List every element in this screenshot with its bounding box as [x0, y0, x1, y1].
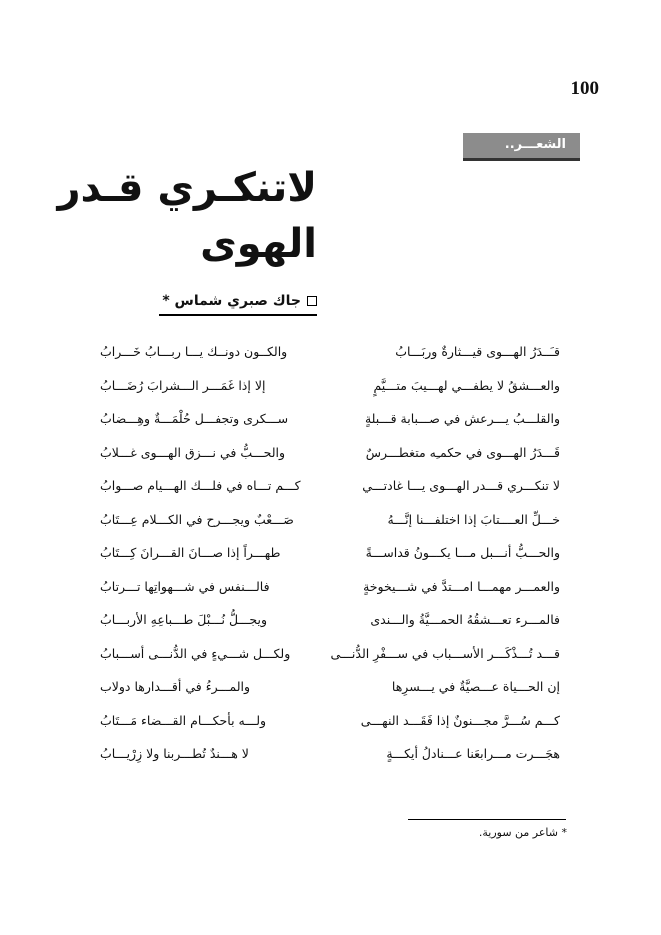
poem-verses: [100, 344, 560, 780]
verse-line: [100, 612, 560, 646]
section-label-tag: [463, 133, 580, 161]
poem-title-line-2: الهوى: [200, 221, 317, 267]
verse-first-hemistich: قَـــدَرُ الهـــوى في حكمـِه متغطـــرسٌ: [365, 444, 560, 460]
verse-second-hemistich: والكــون دونــك يـــا ربـــابُ خَـــرابُ: [100, 344, 288, 359]
verse-first-hemistich: قـَــدَرُ الهـــوى قيـــثارةٌ وربَـــابُ: [395, 344, 560, 359]
verse-first-hemistich: والقلـــبُ يـــرعش في صـــبابة قـــبلةٍ: [364, 411, 560, 426]
verse-first-hemistich: والحـــبُّ أنـــبل مـــا يكـــونُ قداســـةً: [365, 545, 560, 560]
verse-first-hemistich: كـــم سُـــرَّ مجـــنونٌ إذا فَقَـــد النهـــى: [360, 712, 560, 728]
author-byline: [159, 293, 317, 316]
page-number: 100: [570, 78, 599, 99]
verse-first-hemistich: هجَـــرت مـــرابعَنا عـــنادلُ أيكـــةٍ: [386, 746, 560, 761]
square-bullet-icon: [307, 296, 317, 306]
verse-second-hemistich: ويجـــلُّ نُـــبْلَ طـــباعِهِ الأربـــابُ: [100, 612, 268, 627]
footnote: * شاعر من سورية.: [478, 826, 567, 839]
verse-first-hemistich: لا تنكـــري قـــدر الهـــوى يـــا غادتـــي: [362, 478, 560, 493]
verse-line: [100, 344, 560, 378]
footnote-divider: [408, 819, 566, 820]
verse-second-hemistich: كـــم تـــاه في فلـــك الهـــيام صـــوابُ: [100, 478, 301, 493]
verse-second-hemistich: ولكـــل شـــيءٍ في الدُّنـــى أســـبابُ: [100, 645, 291, 661]
verse-second-hemistich: والحـــبُّ في نـــزق الهـــوى غـــلابُ: [100, 444, 286, 460]
verse-line: [100, 646, 560, 680]
verse-line: [100, 746, 560, 780]
verse-first-hemistich: قـــد تُـــذْكَـــر الأســـباب في ســـفْرِ الدُّنـــى: [330, 645, 560, 661]
verse-line: [100, 445, 560, 479]
verse-second-hemistich: والمـــرءُ في أقـــدارها دولاب: [100, 679, 251, 694]
verse-first-hemistich: خـــلِّ العــــتابَ إذا اختلفـــنا إنَّـــهُ: [387, 511, 560, 527]
verse-second-hemistich: إلا إذا غَمَـــر الـــشرابَ رُضَـــابُ: [100, 377, 266, 393]
verse-second-hemistich: ســـكرى وتجفـــل حُلْمَـــةٌ وهِـــضابُ: [100, 411, 289, 426]
verse-second-hemistich: ولـــه بأحكـــام القـــضاء مَـــتَابُ: [100, 712, 267, 728]
author-name: جاك صبري شماس *: [162, 293, 301, 309]
verse-first-hemistich: فالمـــرء تعـــشقُهُ الحمـــيَّةُ والـــندى: [370, 612, 560, 627]
verse-line: [100, 679, 560, 713]
verse-line: [100, 579, 560, 613]
verse-second-hemistich: فالـــنفس في شـــهواتِها تـــرتابُ: [100, 578, 270, 594]
verse-first-hemistich: والعمـــر مهمـــا امـــتدَّ في شـــيخوخةٍ: [363, 578, 560, 594]
verse-line: [100, 713, 560, 747]
verse-line: [100, 545, 560, 579]
verse-second-hemistich: طهـــراً إذا صـــانَ القـــرانَ كِـــتَابُ: [100, 545, 281, 560]
verse-line: [100, 378, 560, 412]
verse-first-hemistich: إن الحـــياة عـــصيَّةٌ في يـــسرِها: [391, 679, 560, 694]
verse-line: [100, 478, 560, 512]
section-label: الشعـــر..: [504, 137, 566, 152]
verse-line: [100, 512, 560, 546]
verse-second-hemistich: صَـــعْبٌ ويجـــرح في الكـــلام عِـــتَابُ: [100, 511, 294, 527]
poem-title-line-1: لاتنكـري قـدر: [57, 165, 317, 211]
verse-first-hemistich: والعـــشقُ لا يطفـــي لهـــيبَ متـــيَّمٍ: [373, 377, 560, 393]
verse-second-hemistich: لا هـــندٌ تُطـــربنا ولا زِرْيـــابُ: [100, 746, 249, 761]
verse-line: [100, 411, 560, 445]
